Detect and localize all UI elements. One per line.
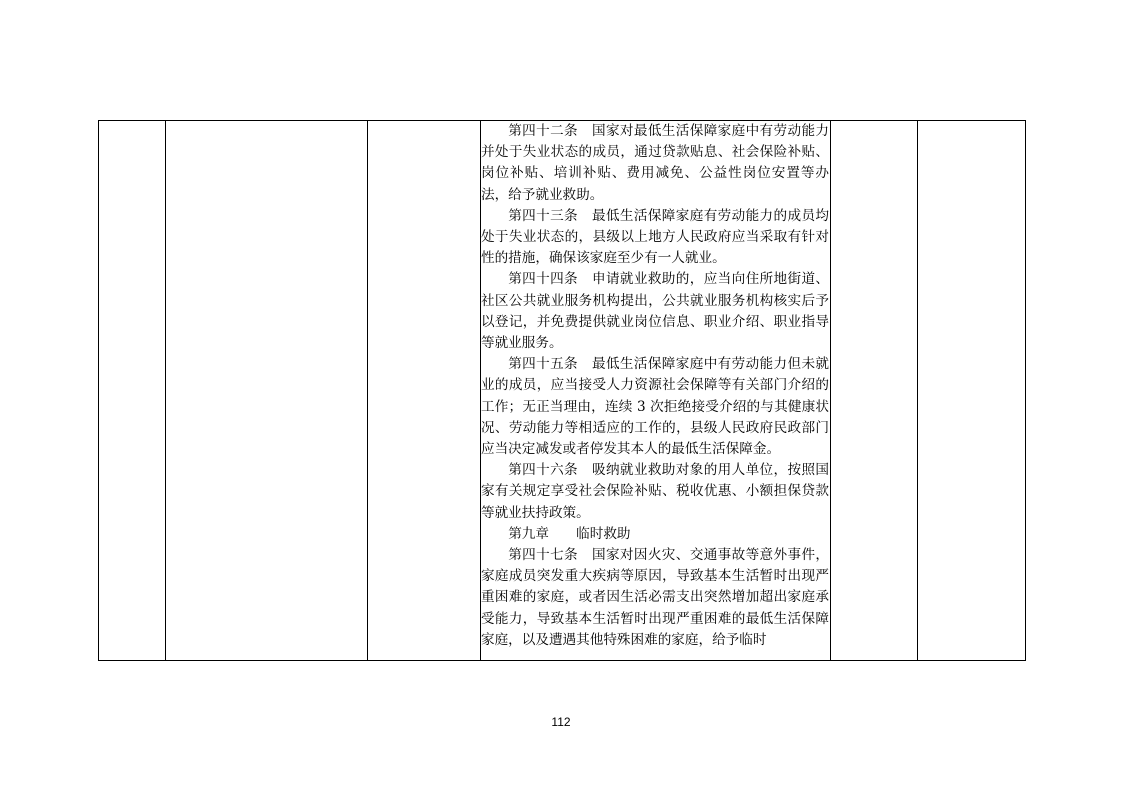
article-43: 第四十三条 最低生活保障家庭有劳动能力的成员均处于失业状态的，县级以上地方人民政府应当采取有针对性的措施，确保该家庭至少有一人就业。 [481,207,829,267]
regulation-text-cell [481,121,829,651]
column-divider-5 [917,121,918,660]
page-number: 112 [551,715,571,729]
column-divider-4 [830,121,831,660]
article-47: 第四十七条 国家对因火灾、交通事故等意外事件，家庭成员突发重大疾病等原因，导致基本生活暂时出现严重困难的家庭，或者因生活必需支出突然增加超出家庭承受能力，导致基本生活暂时出现严重困难的最低生活保障家庭，以及遭遇其他特殊困难的家庭，给予临时 [481,547,829,648]
chapter-9-heading: 第九章 临时救助 [508,525,631,542]
article-42: 第四十二条 国家对最低生活保障家庭中有劳动能力并处于失业状态的成员，通过贷款贴息、社会保险补贴、岗位补贴、培训补贴、费用减免、公益性岗位安置等办法，给予就业救助。 [481,123,829,203]
article-44: 第四十四条 申请就业救助的，应当向住所地街道、社区公共就业服务机构提出，公共就业服务机构核实后予以登记，并免费提供就业岗位信息、职业介绍、职业指导等就业服务。 [481,271,829,352]
article-45: 第四十五条 最低生活保障家庭中有劳动能力但未就业的成员，应当接受人力资源社会保障等有关部门介绍的工作；无正当理由，连续 3 次拒绝接受介绍的与其健康状况、劳动能力等相适应的工作的，县级人民政府民政部门应当决定减发或者停发其本人的最低生活保障金。 [481,356,829,458]
column-divider-2 [367,121,368,660]
article-46: 第四十六条 吸纳就业救助对象的用人单位，按照国家有关规定享受社会保险补贴、税收优惠、小额担保贷款等就业扶持政策。 [481,462,829,521]
column-divider-1 [165,121,166,660]
regulation-table [98,120,1026,661]
